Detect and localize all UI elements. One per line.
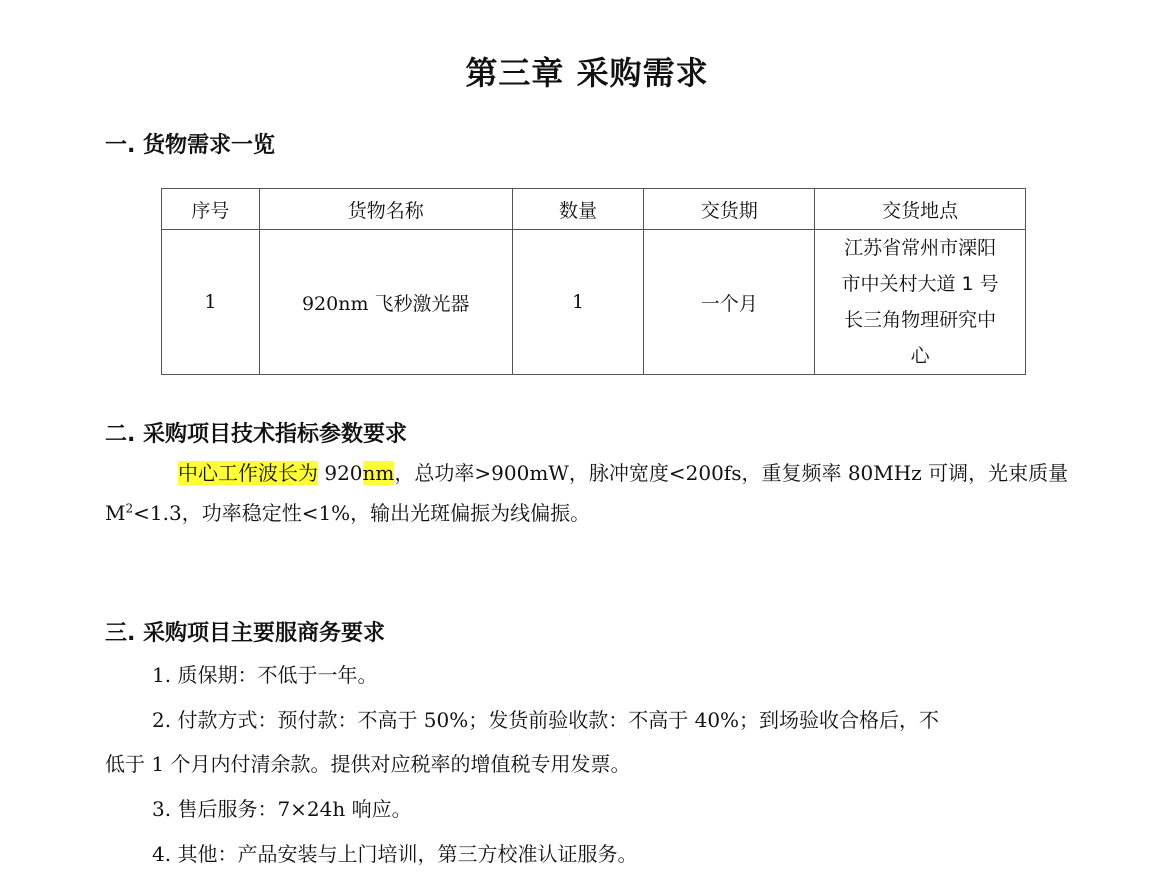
cell-goods-name: 920nm 飞秒激光器: [259, 230, 512, 375]
list-item-warranty: 1. 质保期：不低于一年。: [152, 663, 378, 687]
list-item-other: 4. 其他：产品安装与上门培训，第三方校准认证服务。: [152, 842, 638, 866]
beam-quality-symbol: M: [105, 501, 126, 525]
header-delivery-location: 交货地点: [815, 189, 1026, 230]
cell-delivery-period: 一个月: [644, 230, 815, 375]
chapter-title: 第三章 采购需求: [465, 54, 709, 92]
wavelength-unit: nm: [362, 461, 395, 485]
table-header-row: [162, 189, 1026, 230]
section-heading-business: 三. 采购项目主要服商务要求: [105, 621, 386, 646]
location-line: 心: [910, 345, 930, 367]
spec-paragraph-line2: [105, 493, 1085, 533]
cell-quantity: 1: [512, 230, 644, 375]
list-item-payment-line1: 2. 付款方式：预付款：不高于 50%；发货前验收款：不高于 40%；到场验收合格后，不: [152, 708, 940, 732]
header-index: 序号: [162, 189, 260, 230]
section-heading-tech-spec: 二. 采购项目技术指标参数要求: [105, 422, 408, 447]
spec-text: <1.3，功率稳定性<1%，输出光斑偏振为线偏振。: [133, 501, 591, 525]
cell-delivery-location: [815, 230, 1026, 375]
spec-paragraph-line1: [178, 453, 1088, 493]
location-line: 江苏省常州市溧阳: [844, 237, 997, 259]
cell-index: 1: [162, 230, 260, 375]
spec-text: ，总功率>900mW，脉冲宽度<200fs，重复频率 80MHz 可调，光束质量: [394, 461, 1069, 485]
section-heading-goods-overview: 一. 货物需求一览: [105, 133, 276, 158]
location-line: 市中关村大道 1 号: [841, 273, 999, 295]
list-item-payment-line2: 低于 1 个月内付清余款。提供对应税率的增值税专用发票。: [105, 752, 631, 776]
header-quantity: 数量: [512, 189, 644, 230]
header-delivery-period: 交货期: [644, 189, 815, 230]
goods-table: [161, 188, 1026, 375]
highlighted-label: 中心工作波长为: [178, 461, 318, 485]
header-goods-name: 货物名称: [259, 189, 512, 230]
table-row: [162, 230, 1026, 375]
beam-quality-superscript: 2: [125, 501, 134, 516]
wavelength-number: 920: [324, 461, 363, 485]
list-item-after-sales: 3. 售后服务：7×24h 响应。: [152, 797, 412, 821]
location-line: 长三角物理研究中: [844, 309, 997, 331]
